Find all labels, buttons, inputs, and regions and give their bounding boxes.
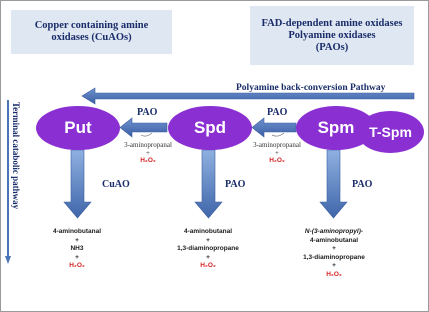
paos-title-line1: FAD-dependent amine oxidases — [261, 17, 403, 29]
put-product-1: 4-aminobutanal — [52, 228, 102, 235]
spd-to-put-arrow — [120, 118, 167, 137]
enzyme-cuao: CuAO — [102, 179, 130, 190]
spm-down-arrow — [320, 150, 347, 218]
cuaos-title-line1: Copper containing amine — [34, 20, 149, 31]
spm-product-1: N-(3-aminopropyl)- — [304, 228, 364, 235]
spd-product-h2o2: H₂O₂ — [200, 262, 216, 269]
spd-put-byproducts — [118, 141, 178, 165]
spm-spd-aminopropanal: 3-aminopropanal — [253, 141, 301, 149]
enzyme-pao-spd-put: PAO — [137, 107, 158, 118]
spm-product-4: 1,3-diaminopropane — [303, 253, 365, 261]
spm-product-2: 4-aminobutanal — [309, 236, 359, 244]
spd-label: Spd — [193, 118, 227, 137]
paos-title-line2: Polyamine oxidases — [288, 29, 376, 41]
spm-product-h2o2: H₂O₂ — [326, 270, 342, 278]
put-products — [37, 228, 117, 271]
enzyme-pao-spd-down: PAO — [225, 179, 246, 190]
spm-product-5: + — [332, 262, 336, 269]
put-node — [36, 106, 120, 150]
spm-label: Spm — [317, 118, 355, 137]
put-down-arrow — [64, 150, 91, 218]
spd-put-release-curve — [141, 133, 152, 136]
terminal-pathway-label: Terminal catabolic pathway — [11, 102, 21, 210]
tspm-label: T-Spm — [369, 124, 412, 140]
put-product-3: NH3 — [70, 245, 84, 252]
spd-put-h2o2: H₂O₂ — [140, 157, 156, 164]
tspm-node — [357, 111, 424, 153]
back-conversion-label: Polyamine back-conversion Pathway — [236, 83, 386, 93]
spd-down-arrow — [195, 150, 222, 218]
spd-put-aminopropanal: 3-aminopropanal — [124, 141, 172, 149]
spd-product-4: + — [206, 253, 210, 261]
cuaos-title-line2: oxidases (CuAOs) — [51, 32, 132, 43]
put-product-2: + — [75, 236, 79, 244]
spm-spd-byproducts — [247, 141, 307, 165]
spd-product-1: 4-aminobutanal — [183, 228, 233, 235]
spd-put-plus: + — [146, 149, 150, 157]
enzyme-pao-spm-spd: PAO — [267, 107, 288, 118]
terminal-pathway-head — [5, 256, 11, 264]
spm-to-spd-arrow — [252, 118, 296, 137]
paos-title-line3: (PAOs) — [315, 41, 349, 53]
put-product-4: + — [75, 253, 79, 261]
enzyme-pao-spm-down: PAO — [352, 179, 373, 190]
spm-products — [282, 228, 386, 279]
spd-products — [158, 228, 258, 271]
spm-spd-plus: + — [275, 149, 279, 157]
spd-product-2: + — [206, 236, 210, 244]
spd-product-3: 1,3-diaminopropane — [177, 245, 239, 252]
put-product-h2o2: H₂O₂ — [69, 262, 85, 269]
spd-node — [168, 106, 252, 150]
put-label: Put — [64, 118, 92, 137]
spm-spd-release-curve — [272, 133, 284, 136]
spm-product-3: + — [332, 245, 336, 252]
spm-spd-h2o2: H₂O₂ — [269, 157, 285, 164]
